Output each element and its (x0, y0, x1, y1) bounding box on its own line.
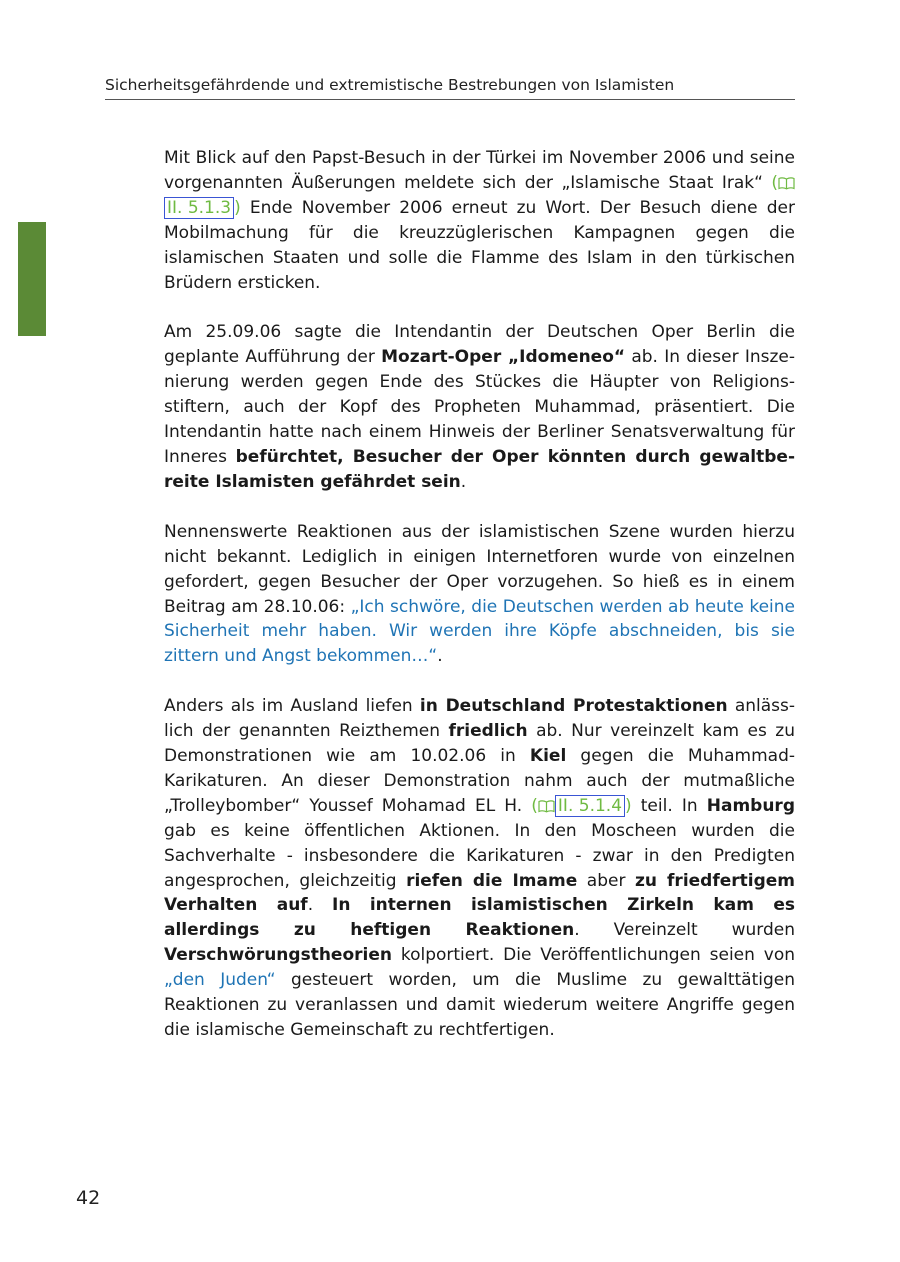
text-run: Ende November 2006 erneut zu Wort. Der Besuch diene der Mobilmachung für die kreuzzüglerischen Kampagnen gegen die islamischen Staaten und solle die Flamme des Islam in den türkischen Brüdern ersticken. (164, 197, 795, 293)
bold-run: in Deutschland Protestaktionen (419, 696, 728, 717)
bold-run: In internen islamistischen Zirkeln kam es allerdings zu heftigen Reaktionen (164, 895, 795, 941)
running-header: Sicherheitsgefährdende und extremistische Bestrebungen von Islamisten (105, 76, 795, 100)
bold-run: Mozart-Oper „Idomeneo“ (381, 347, 626, 368)
quote-run: „Ich schwöre, die Deutschen werden ab heute keine Sicherheit mehr haben. Wir werden ihre Köpfe abschneiden, bis sie zittern und Angst bekommen…“ (164, 596, 796, 667)
paragraph-reaktionen (164, 520, 795, 669)
text-run: kolportiert. Die Veröffentlichungen seien von (391, 945, 795, 966)
bold-run: friedlich (448, 721, 528, 742)
chapter-marker-bar (18, 222, 46, 336)
text-run: Anders als im Ausland liefen (164, 696, 420, 717)
bold-run: riefen die Imame (406, 870, 578, 891)
xref-link[interactable]: II. 5.1.4 (555, 795, 625, 817)
bold-run: befürchtet, Besucher der Oper könnten durch gewaltbereite Islamisten gefährdet sein (164, 446, 795, 492)
xref-close-paren: ) (234, 197, 241, 218)
text-run: . (460, 471, 467, 492)
xref-close-paren: ) (625, 795, 632, 816)
text-run: Nennenswerte Reaktionen aus der islamistischen Szene wurden hierzu nicht bekannt. Lediglich in einigen Internetforen wurde von einzelnen gefordert, gegen Besucher der Oper vorzugehen. So hieß es in einem Beitrag am 28.10.06: (164, 521, 795, 617)
xref-open-paren: ( (531, 795, 538, 816)
text-run: . Vereinzelt wurden (574, 920, 796, 941)
page-number: 42 (76, 1187, 101, 1209)
text-run: anlässlich der genannten Reizthemen (164, 696, 796, 742)
text-run: ab. Nur vereinzelt kam es zu Demonstrationen wie am 10.02.06 in (164, 721, 795, 767)
open-book-icon (538, 799, 555, 813)
open-book-icon (778, 176, 795, 190)
bold-run: Verschwörungstheorien (164, 945, 392, 966)
text-run: . (307, 895, 332, 916)
text-run: ab. In dieser Inszenierung werden gegen Ende des Stückes die Häupter von Religionsstiftern, auch der Kopf des Propheten Muhammad, präsentiert. Die Intendantin hatte nach einem Hinweis der Berliner Senatsverwaltung für Inneres (164, 347, 796, 467)
text-run: gegen die Muhammad-Karikaturen. An dieser Demonstration nahm auch der mutmaßliche „Trolleybomber“ Youssef Mohamad EL H. (164, 746, 796, 816)
paragraph-papst-besuch (164, 146, 795, 295)
text-run: aber (577, 870, 635, 891)
text-run: . (437, 646, 443, 667)
text-run: gesteuert worden, um die Muslime zu gewalttätigen Reaktionen zu veranlassen und damit wiederum weitere Angriffe gegen die islamische Gemeinschaft zu rechtfertigen. (164, 970, 795, 1040)
xref-link[interactable]: II. 5.1.3 (164, 197, 234, 219)
text-run: Am 25.09.06 sagte die Intendantin der Deutschen Oper Berlin die geplante Aufführung der (164, 322, 795, 368)
paragraph-idomeneo (164, 320, 795, 494)
paragraph-protestaktionen (164, 694, 795, 1043)
text-run: Mit Blick auf den Papst-Besuch in der Türkei im November 2006 und seine vorgenannten Äußerungen meldete sich der „Islamische Staat Irak“ (164, 148, 795, 193)
bold-run: Hamburg (706, 795, 795, 816)
bold-run: zu friedfertigem Verhalten auf (164, 870, 796, 916)
bold-run: Kiel (529, 746, 567, 767)
xref-open-paren: ( (771, 172, 778, 193)
quote-run: „den Juden“ (164, 970, 276, 991)
text-run: gab es keine öffentlichen Aktionen. In den Moscheen wurden die Sachverhalte - insbesondere die Karikaturen - zwar in den Predigten angesprochen, gleichzeitig (164, 820, 795, 891)
text-run: teil. In (631, 795, 707, 816)
cross-reference[interactable] (531, 796, 631, 816)
body-text (164, 146, 795, 1068)
